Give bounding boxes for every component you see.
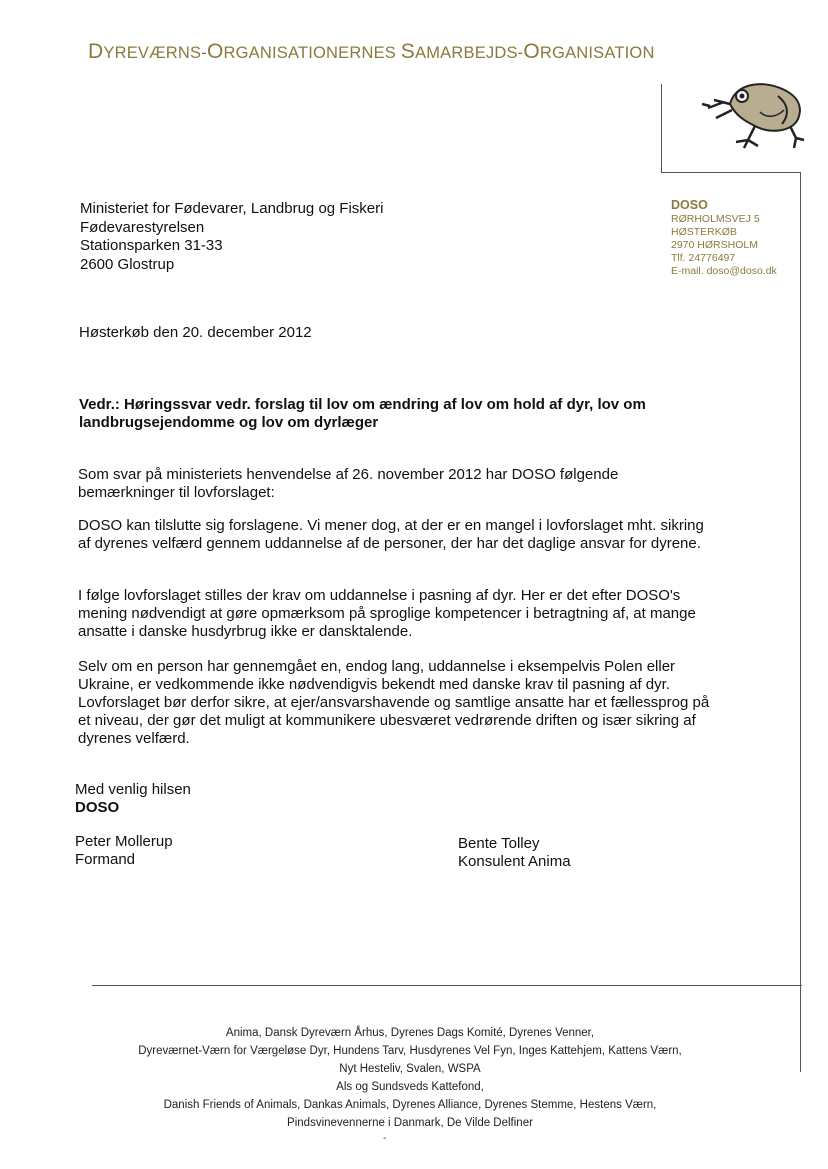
frame-line-vertical-top: [661, 84, 662, 172]
signature-title: Konsulent Anima: [458, 853, 571, 870]
body-paragraph: Som svar på ministeriets henvendelse af 26. november 2012 har DOSO følgende bemærkninger til lovforslaget:: [78, 466, 619, 501]
sender-city: 2970 HØRSHOLM: [671, 239, 758, 251]
org-word-2: ORGANISATIONERNES: [206, 40, 401, 63]
signature-name: Bente Tolley: [458, 835, 540, 852]
recipient-line: Stationsparken 31-33: [80, 237, 223, 254]
signature-title: Formand: [75, 851, 136, 868]
closing-greeting: Med venlig hilsen: [75, 781, 191, 798]
body-paragraph: Selv om en person har gennemgået en, endog lang, uddannelse i eksempelvis Polen eller Ukraine, er vedkommende ikke nødvendigvis bekendt med danske krav til pasning af dyr. Lovforslaget bør derfor sikre, at ejer/ansvarshavende og samtlige ansatte har et fællessprog på et niveau, der gør det muligt at kommunikere ubesværet vedrørende driften og især sikring af dyrenes velfærd.: [78, 658, 710, 747]
member-organisations-footer: [70, 1024, 750, 1132]
sender-street: RØRHOLMSVEJ 5: [671, 213, 760, 225]
organisation-title: [88, 40, 655, 64]
body-paragraph: I følge lovforslaget stilles der krav om uddannelse i pasning af dyr. Her er det efter DOSO's mening nødvendigt at gøre opmærksom på sproglige kompetencer i betragtning af, at mange ansatte i danske husdyrbrug ikke er dansktalende.: [78, 587, 696, 640]
sender-name: DOSO: [671, 198, 708, 212]
footer-line: Nyt Hesteliv, Svalen, WSPA: [339, 1063, 481, 1075]
recipient-line: Ministeriet for Fødevarer, Landbrug og Fiskeri: [80, 200, 384, 217]
closing: [75, 781, 191, 817]
letter-subject: Vedr.: Høringssvar vedr. forslag til lov om ændring af lov om hold af dyr, lov om landbrugsejendomme og lov om dyrlæger: [79, 396, 646, 431]
sender-place: HØSTERKØB: [671, 226, 737, 238]
letter-date: Høsterkøb den 20. december 2012: [79, 324, 312, 341]
footer-line: Dyreværnet-Værn for Værgeløse Dyr, Hundens Tarv, Husdyrenes Vel Fyn, Inges Kattehjem, Kattens Værn,: [138, 1045, 682, 1057]
recipient-line: Fødevarestyrelsen: [80, 218, 205, 236]
org-word-1: DYREVÆRNS-: [88, 40, 207, 63]
frame-line-horizontal: [661, 172, 801, 173]
org-word-4: ORGANISATION: [523, 40, 655, 63]
sender-email: E-mail. doso@doso.dk: [671, 265, 777, 277]
recipient-line: 2600 Glostrup: [80, 255, 175, 273]
closing-org: DOSO: [75, 799, 120, 816]
footer-divider: [92, 985, 802, 986]
footer-dash: -: [383, 1133, 387, 1144]
body-paragraph: DOSO kan tilslutte sig forslagene. Vi mener dog, at der er en mangel i lovforslaget mht. sikring af dyrenes velfærd gennem uddannelse af de personer, der har det daglige ansvar for dyrene.: [78, 517, 704, 552]
signature-left: [75, 833, 173, 869]
footer-line: Danish Friends of Animals, Dankas Animals, Dyrenes Alliance, Dyrenes Stemme, Hestens Værn,: [163, 1099, 657, 1111]
frame-line-vertical-right: [800, 172, 801, 1072]
signature-name: Peter Mollerup: [75, 833, 173, 850]
footer-line: Als og Sundsveds Kattefond,: [336, 1081, 484, 1093]
sender-address: [671, 198, 777, 278]
org-word-3: SAMARBEJDS-: [400, 40, 524, 63]
sender-phone: Tlf. 24776497: [671, 252, 736, 264]
footer-line: Anima, Dansk Dyreværn Århus, Dyrenes Dags Komité, Dyrenes Venner,: [225, 1027, 595, 1039]
footer-line: Pindsvinevennerne i Danmark, De Vilde Delfiner: [287, 1117, 533, 1129]
recipient-address: [80, 200, 383, 274]
signature-right: [458, 835, 571, 871]
frog-icon: [700, 74, 810, 154]
